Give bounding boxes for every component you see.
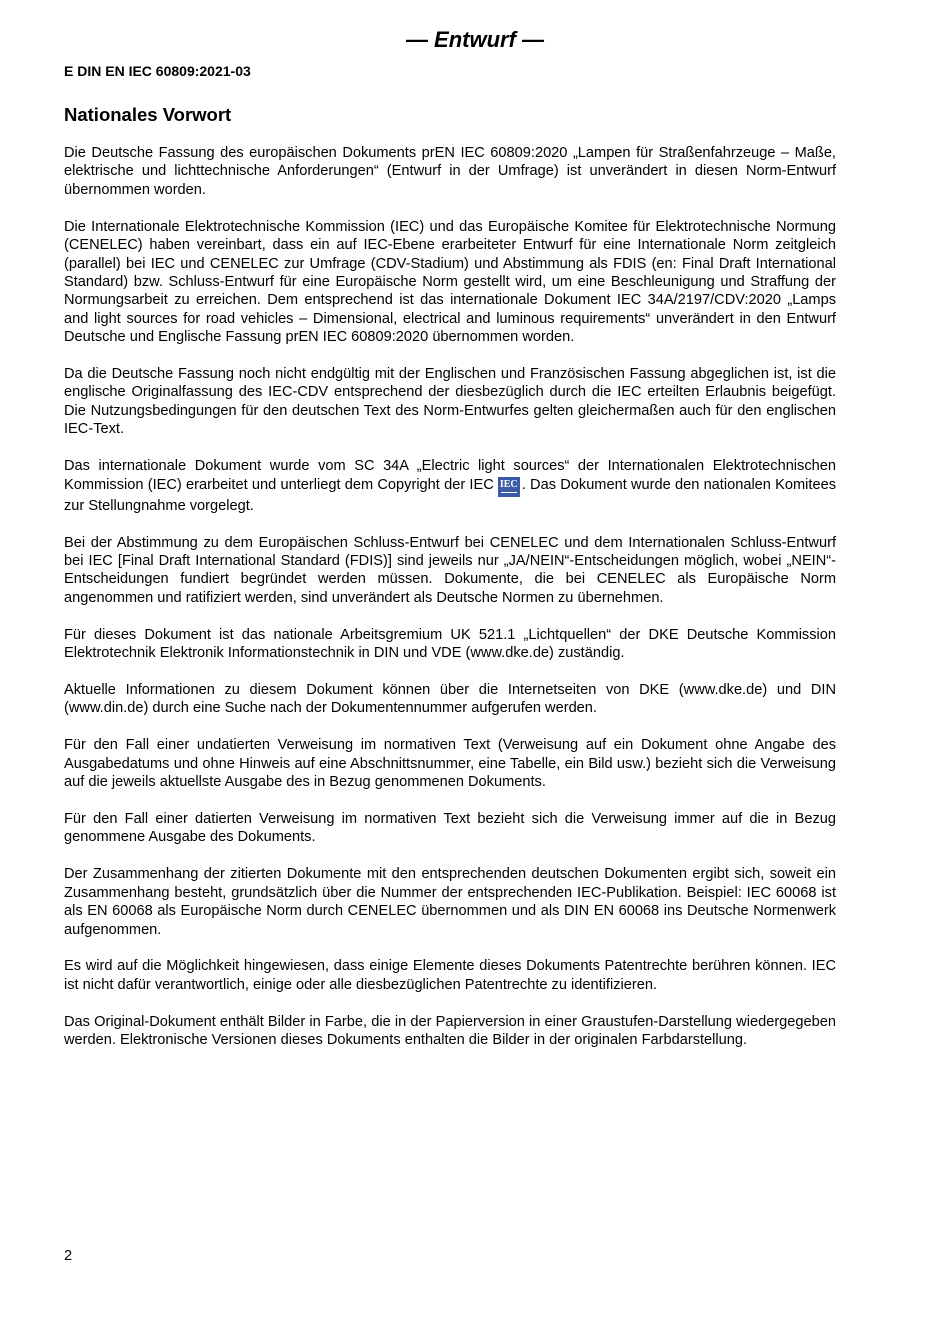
paragraph-dated-reference: Für den Fall einer datierten Verweisung im normativen Text bezieht sich die Verweisung immer auf die in Bezug genommene Ausgabe des Dokuments.	[64, 810, 836, 846]
page-number: 2	[64, 1248, 73, 1264]
paragraph-responsible-committee: Für dieses Dokument ist das nationale Arbeitsgremium UK 521.1 „Lichtquellen“ der DKE Deutsche Kommission Elektrotechnik Elektronik Informationstechnik in DIN und VDE (www.dke.de) zuständig.	[64, 626, 836, 662]
iec-logo-icon	[498, 477, 520, 497]
document-id: E DIN EN IEC 60809:2021-03	[64, 63, 251, 79]
foreword-body	[64, 144, 836, 1068]
paragraph-english-original: Da die Deutsche Fassung noch nicht endgültig mit der Englischen und Französischen Fassung abgeglichen ist, ist die englische Originalfassung des IEC-CDV entsprechend der diesbezüglich durch die IEC erteilten Erlaubnis beigefügt. Die Nutzungsbedingungen für den deutschen Text des Norm-Entwurfes gelten gleichermaßen auch für den englischen IEC-Text.	[64, 366, 836, 438]
draft-banner: — Entwurf —	[405, 27, 545, 52]
paragraph-patent-rights: Es wird auf die Möglichkeit hingewiesen, dass einige Elemente dieses Dokuments Patentrechte berühren können. IEC ist nicht dafür verantwortlich, einige oder alle diesbezüglichen Patentrechte zu identifizieren.	[64, 958, 836, 993]
paragraph-german-version: Die Deutsche Fassung des europäischen Dokuments prEN IEC 60809:2020 „Lampen für Straßenfahrzeuge – Maße, elektrische und lichttechnische Anforderungen“ (Entwurf in der Umfrage) ist unverändert in diesen Norm-Entwurf übernommen worden.	[64, 145, 836, 198]
copyright-text-before: Das internationale Dokument wurde vom SC 34A „Electric light sources“ der Internationalen Elektrotechnischen Kommission (IEC) erarbeitet und unterliegt dem Copyright der IEC	[64, 458, 836, 493]
iec-logo-text: IEC	[499, 478, 518, 490]
section-title: Nationales Vorwort	[64, 104, 232, 125]
paragraph-current-information: Aktuelle Informationen zu diesem Dokument können über die Internetseiten von DKE (www.dke.de) und DIN (www.din.de) durch eine Suche nach der Dokumentennummer aufgerufen werden.	[64, 681, 836, 717]
paragraph-color-images: Das Original-Dokument enthält Bilder in Farbe, die in der Papierversion in einer Graustufen-Darstellung wiedergegeben werden. Elektronische Versionen dieses Dokuments enthalten die Bilder in der originalen Farbdarstellung.	[64, 1013, 836, 1049]
paragraph-voting: Bei der Abstimmung zu dem Europäischen Schluss-Entwurf bei CENELEC und dem Internationalen Schluss-Entwurf bei IEC [Final Draft International Standard (FDIS)] sind jeweils nur „JA/NEIN“-Entscheidungen möglich, wobei „NEIN“-Entscheidungen fundiert begründet werden müssen. Dokumente, die bei CENELEC als Europäische Norm angenommen und ratifiziert werden, sind unverändert als Deutsche Normen zu übernehmen.	[64, 534, 836, 606]
paragraph-undated-reference: Für den Fall einer undatierten Verweisung im normativen Text (Verweisung auf ein Dokument ohne Angabe des Ausgabedatums und ohne Hinweis auf eine Abschnittsnummer, eine Tabelle, ein Bild usw.) bezieht sich die Verweisung auf die jeweils aktuellste Ausgabe des in Bezug genommenen Dokuments.	[64, 737, 836, 791]
copyright-text-after: . Das Dokument wurde den nationalen Komitees zur Stellungnahme vorgelegt.	[64, 476, 836, 514]
paragraph-cited-documents: Der Zusammenhang der zitierten Dokumente mit den entsprechenden deutschen Dokumenten ergibt sich, soweit ein Zusammenhang besteht, grundsätzlich über die Nummer der entsprechenden IEC-Publikation. Beispiel: IEC 60068 ist als EN 60068 als Europäische Norm durch CENELEC übernommen und als DIN EN 60068 ins Deutsche Normenwerk aufgenommen.	[64, 866, 836, 938]
paragraph-iec-cenelec-agreement: Die Internationale Elektrotechnische Kommission (IEC) und das Europäische Komitee für Elektrotechnische Normung (CENELEC) haben vereinbart, dass ein auf IEC-Ebene erarbeiteter Entwurf für eine Internationale Norm zeitgleich (parallel) bei IEC und CENELEC zur Umfrage (CDV-Stadium) und Abstimmung als FDIS (en: Final Draft International Standard) bzw. Schluss-Entwurf für eine Europäische Norm gestellt wird, um eine Beschleunigung und Straffung der Normungsarbeit zu erreichen. Dem entsprechend ist das internationale Dokument IEC 34A/2197/CDV:2020 „Lamps and light sources for road vehicles – Dimensional, electrical and luminous requirements“ unverändert in den Entwurf Deutsche und Englische Fassung prEN IEC 60809:2020 übernommen worden.	[64, 218, 836, 346]
paragraph-copyright	[64, 457, 836, 515]
